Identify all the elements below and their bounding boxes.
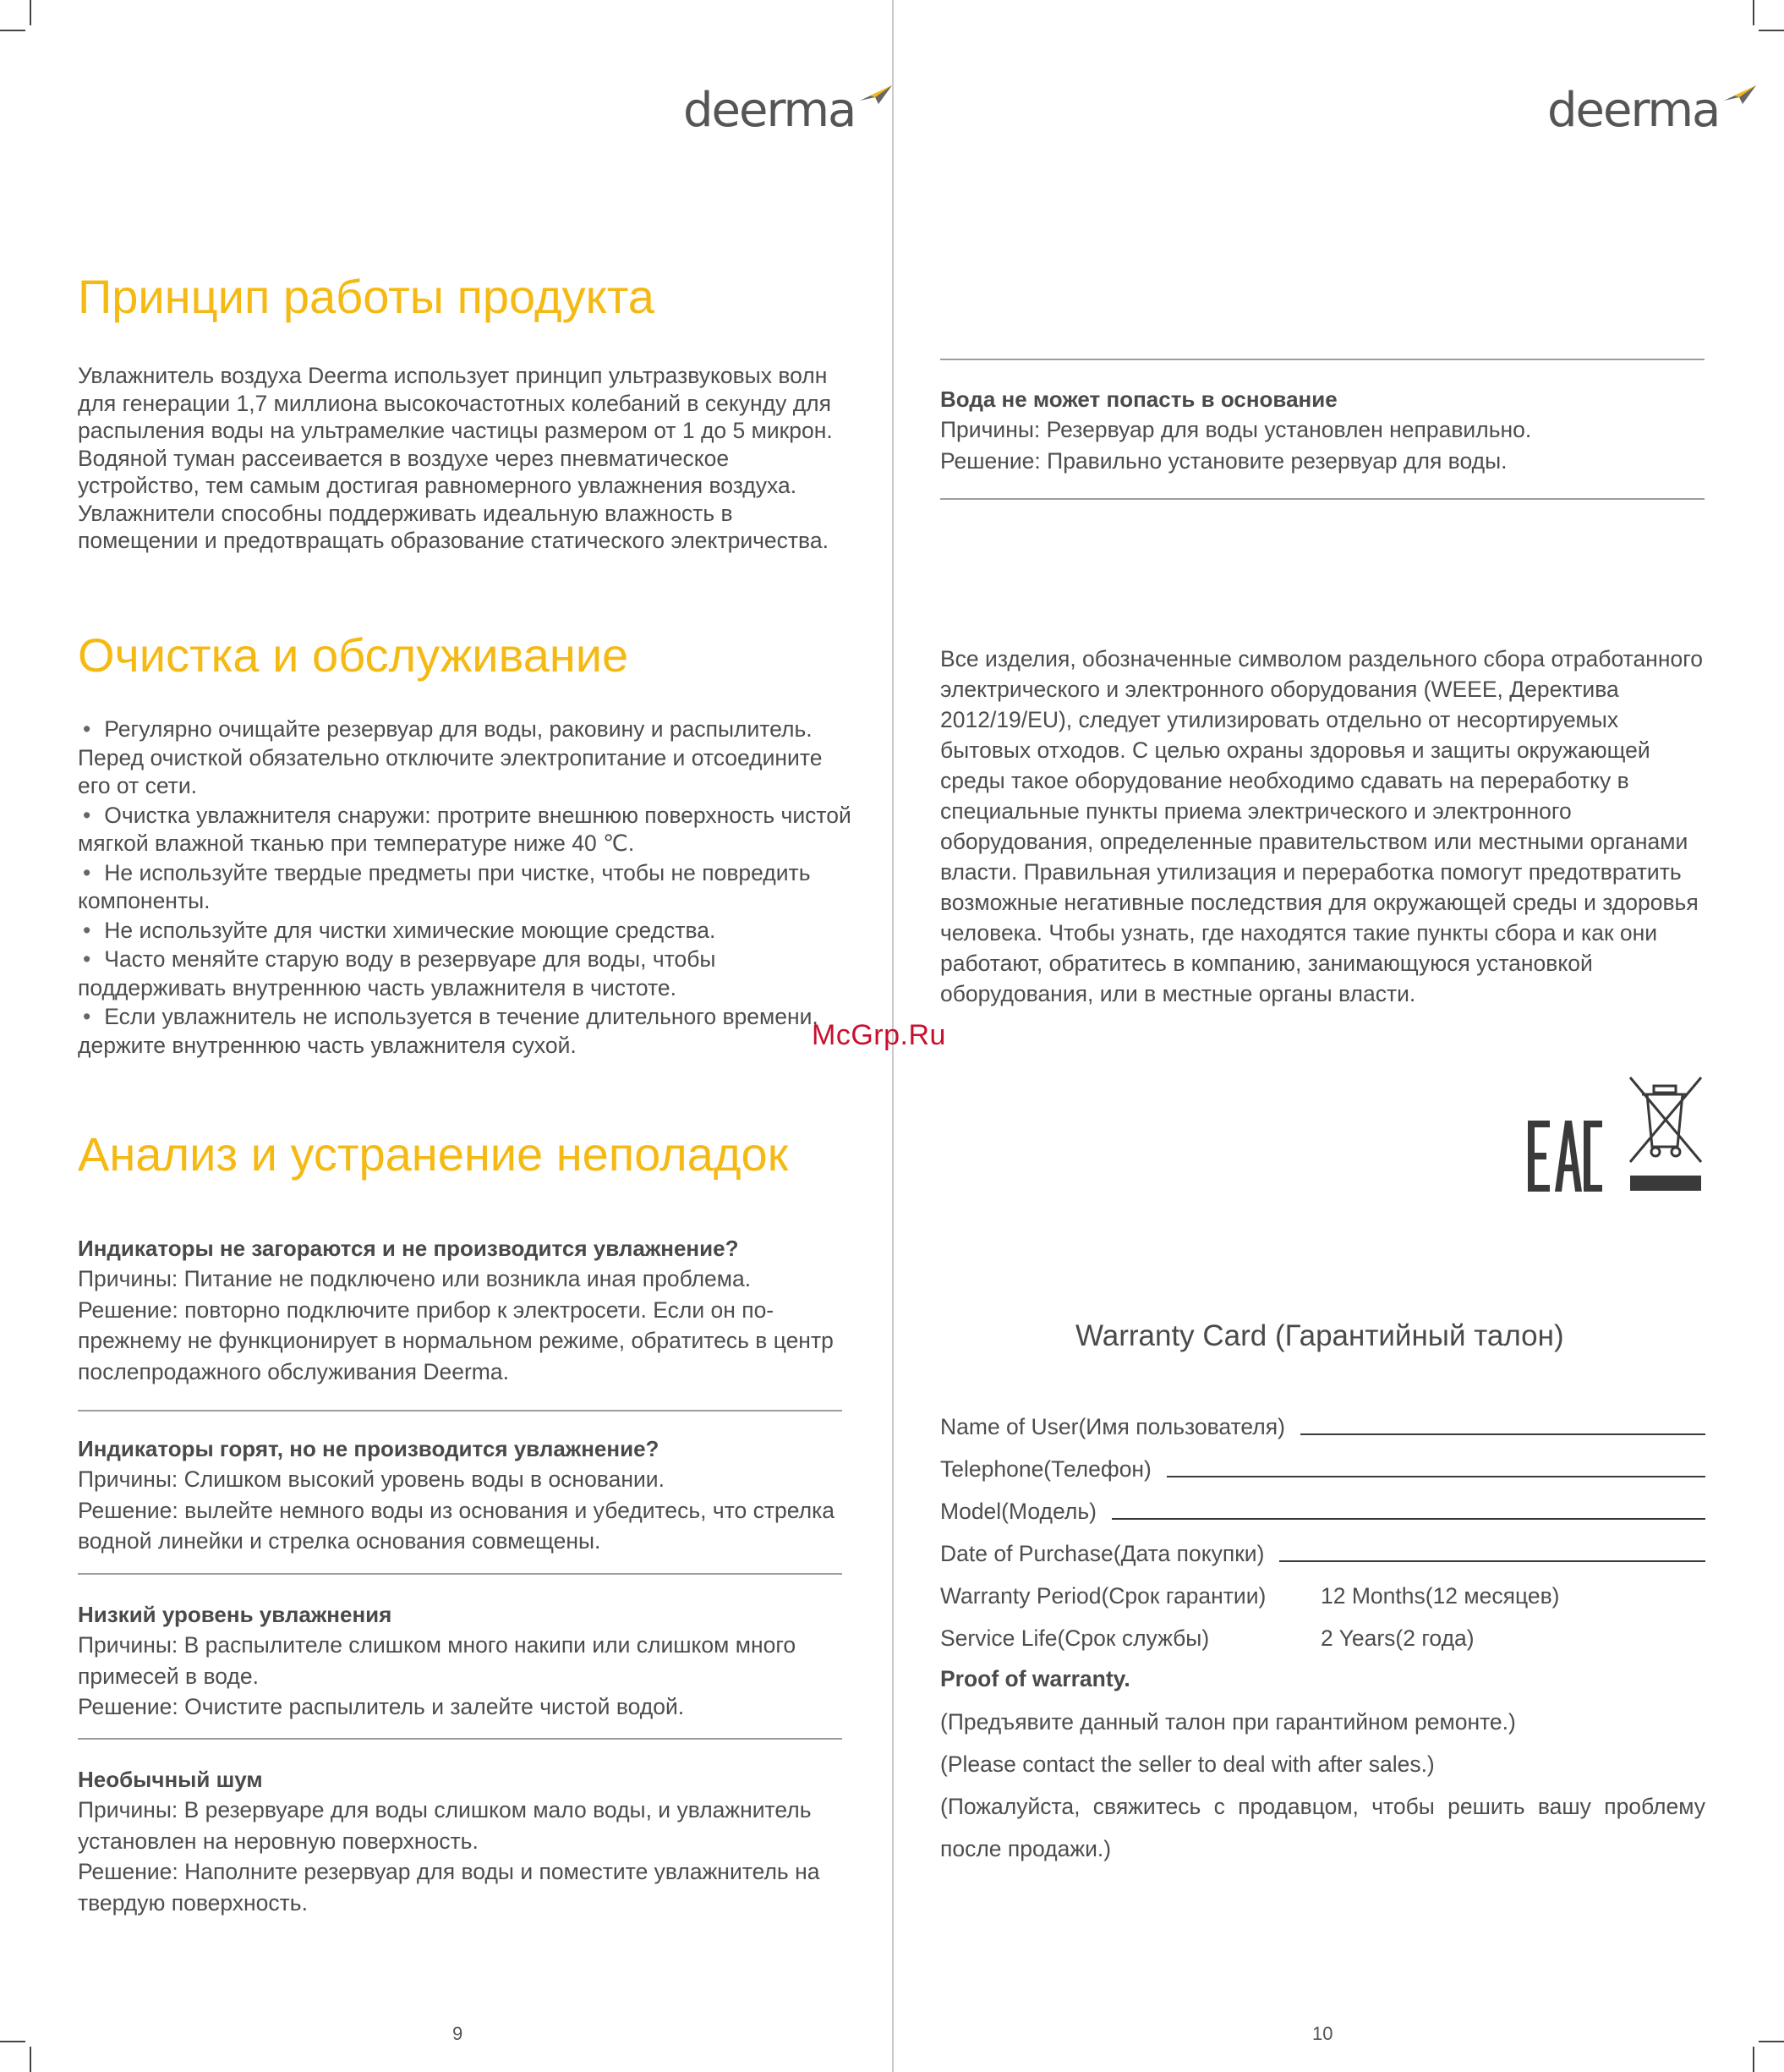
life-value: 2 Years(2 года) — [1321, 1625, 1475, 1651]
proof-line: (Пожалуйста, свяжитесь с продавцом, чтобы решить вашу проблему после продажи.) — [940, 1794, 1705, 1861]
trouble-question: Необычный шум — [78, 1767, 263, 1792]
field-label: Model(Модель) — [940, 1499, 1097, 1524]
brand-logo — [683, 82, 894, 138]
trouble-item — [78, 1599, 843, 1723]
trouble-cause: Причины: В распылителе слишком много накипи или слишком много примесей в воде. — [78, 1632, 796, 1689]
trouble-question: Индикаторы не загораются и не производится увлажнение? — [78, 1236, 739, 1261]
page-number-right: 10 — [1312, 2023, 1333, 2044]
list-item: • Очистка увлажнителя снаружи: протрите внешнюю поверхность чистой мягкой влажной тканью при температуре ниже 40 ℃. — [78, 802, 856, 858]
proof-line: (Предъявите данный талон при гарантийном ремонте.) — [940, 1709, 1516, 1735]
trouble-solution: Решение: Правильно установите резервуар для воды. — [940, 447, 1508, 474]
period-value: 12 Months(12 месяцев) — [1321, 1583, 1560, 1609]
logo-text: deerma — [1547, 82, 1720, 138]
trouble-item — [940, 384, 1705, 476]
trouble-cause: Причины: Питание не подключено или возникла иная проблема. — [78, 1266, 752, 1291]
list-item: • Не используйте для чистки химические моющие средства. — [78, 917, 856, 946]
name-input-line[interactable] — [1300, 1433, 1705, 1435]
field-label: Telephone(Телефон) — [940, 1456, 1152, 1482]
paper-plane-icon — [858, 82, 894, 107]
crop-mark — [30, 2047, 31, 2072]
warranty-field-name — [940, 1414, 1705, 1440]
divider-line — [940, 498, 1705, 500]
paper-plane-icon — [1722, 82, 1758, 107]
brand-logo — [1547, 82, 1758, 138]
warranty-field-telephone — [940, 1456, 1705, 1483]
service-life-row — [940, 1625, 1705, 1652]
trouble-item — [78, 1764, 843, 1918]
watermark: McGrp.Ru — [812, 1019, 946, 1051]
model-input-line[interactable] — [1112, 1518, 1705, 1520]
list-item: • Не используйте твердые предметы при чистке, чтобы не повредить компоненты. — [78, 859, 856, 916]
trouble-item — [78, 1233, 843, 1387]
crop-mark — [1759, 30, 1784, 31]
trouble-cause: Причины: Слишком высокий уровень воды в основании. — [78, 1466, 665, 1492]
period-label: Warranty Period(Срок гарантии) — [940, 1583, 1267, 1609]
trouble-solution: Решение: вылейте немного воды из основания и убедитесь, что стрелка водной линейки и стрелка основания совмещены. — [78, 1497, 835, 1554]
divider-line — [78, 1738, 842, 1740]
crop-mark — [1753, 2047, 1754, 2072]
warranty-title: Warranty Card (Гарантийный талон) — [1075, 1319, 1564, 1352]
list-item: • Если увлажнитель не используется в течение длительного времени, держите внутреннюю часть увлажнителя сухой. — [78, 1003, 856, 1060]
cleaning-list — [78, 715, 856, 1061]
trouble-question: Вода не может попасть в основание — [940, 386, 1338, 412]
trouble-cause: Причины: В резервуаре для воды слишком мало воды, и увлажнитель установлен на неровную поверхность. — [78, 1797, 812, 1854]
date-input-line[interactable] — [1279, 1560, 1705, 1562]
crop-mark — [1753, 0, 1754, 25]
proof-line: (Please contact the seller to deal with after sales.) — [940, 1751, 1435, 1777]
trouble-cause: Причины: Резервуар для воды установлен неправильно. — [940, 417, 1532, 442]
trouble-question: Индикаторы горят, но не производится увлажнение? — [78, 1436, 659, 1461]
section-title-troubleshooting: Анализ и устранение неполадок — [78, 1127, 789, 1181]
section-title-cleaning: Очистка и обслуживание — [78, 628, 629, 682]
divider-line — [78, 1410, 842, 1411]
trouble-question: Низкий уровень увлажнения — [78, 1602, 392, 1627]
warranty-field-model — [940, 1499, 1705, 1525]
crop-mark — [1759, 2041, 1784, 2042]
section-title-principle: Принцип работы продукта — [78, 270, 654, 323]
logo-text: deerma — [683, 82, 856, 138]
warranty-period-row — [940, 1583, 1705, 1609]
trouble-solution: Решение: Наполните резервуар для воды и поместите увлажнитель на твердую поверхность. — [78, 1859, 820, 1916]
trouble-solution: Решение: Очистите распылитель и залейте чистой водой. — [78, 1694, 685, 1719]
list-item: • Часто меняйте старую воду в резервуаре для воды, чтобы поддерживать внутреннюю часть увлажнителя в чистоте. — [78, 946, 856, 1002]
divider-line — [940, 359, 1705, 360]
trouble-item — [78, 1433, 843, 1557]
weee-bin-icon — [1625, 1074, 1705, 1194]
page-number-left: 9 — [452, 2023, 463, 2044]
crop-mark — [0, 30, 25, 31]
principle-text: Увлажнитель воздуха Deerma использует принцип ультразвуковых волн для генерации 1,7 миллиона высокочастотных колебаний в секунду для распыления воды на ультрамелкие частицы размером от 1 до 5 микрон. Водяной туман рассеивается в воздухе через пневматическое устройство, тем самым достигая равномерного увлажнения воздуха. Увлажнители способны поддерживать идеальную влажность в помещении и предотвращать образование статического электричества. — [78, 363, 833, 553]
weee-text: Все изделия, обозначенные символом раздельного сбора отработанного электрического и электронного оборудования (WEEE, Деректива 2012/19/EU), следует утилизировать отдельно от несортируемых бытовых отходов. С целью охраны здоровья и защиты окружающей среды такое оборудование необходимо сдавать на переработку в специальные пункты приема электрического и электронного оборудования, определенные правительством или местными органами власти. Правильная утилизация и переработка помогут предотвратить возможные негативные последствия для окружающей среды и здоровья человека. Чтобы узнать, где находятся такие пункты сбора и как они работают, обратитесь в компанию, занимающуюся установкой оборудования, или в местные органы власти. — [940, 646, 1704, 1006]
crop-mark — [30, 0, 31, 25]
field-label: Date of Purchase(Дата покупки) — [940, 1541, 1265, 1566]
crop-mark — [0, 2041, 25, 2042]
warranty-field-date — [940, 1541, 1705, 1567]
eac-mark-icon — [1528, 1121, 1602, 1192]
life-label: Service Life(Срок службы) — [940, 1625, 1210, 1651]
list-item: • Регулярно очищайте резервуар для воды, раковину и распылитель. Перед очисткой обязательно отключите электропитание и отсоедините его от сети. — [78, 715, 856, 801]
field-label: Name of User(Имя пользователя) — [940, 1414, 1285, 1439]
trouble-solution: Решение: повторно подключите прибор к электросети. Если он по-прежнему не функционирует в нормальном режиме, обратитесь в центр послепродажного обслуживания Deerma. — [78, 1296, 834, 1384]
divider-line — [78, 1573, 842, 1575]
telephone-input-line[interactable] — [1167, 1476, 1705, 1477]
proof-title: Proof of warranty. — [940, 1666, 1130, 1691]
